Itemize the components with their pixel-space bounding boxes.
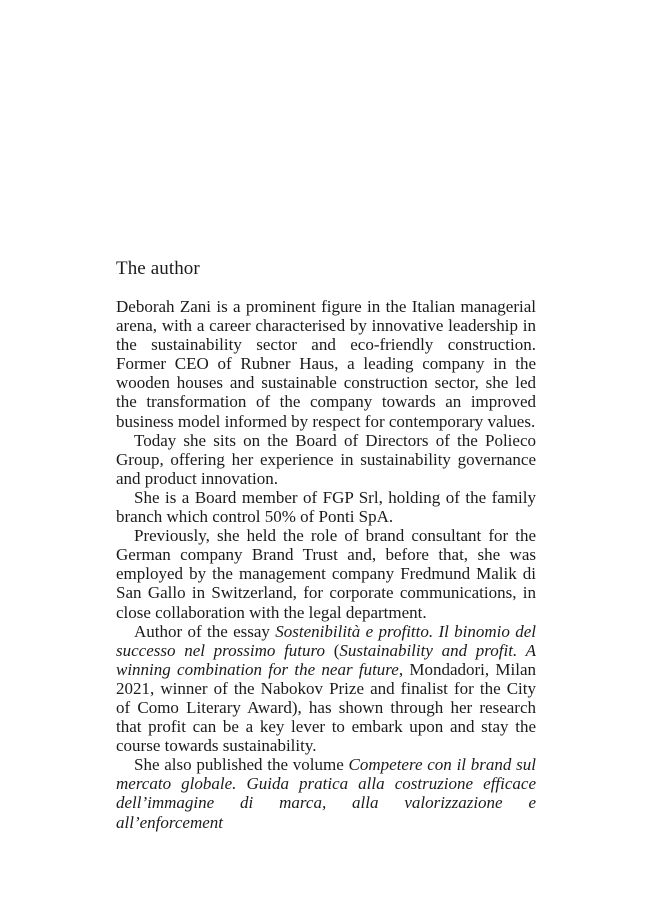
text-run: ( [325,640,340,660]
bio-paragraph-2: Today she sits on the Board of Directors of the Polieco Group, offering her experience in sustainability governance and product innovation. [116,430,536,488]
bio-paragraph-5 [116,622,536,756]
bio-paragraph-4: Previously, she held the role of brand consultant for the German company Brand Trust and, before that, she was employed by the management company Fredmund Malik di San Gallo in Switzerland, for corporate communications, in close collaboration with the legal department. [116,526,536,622]
bio-paragraph-1: Deborah Zani is a prominent figure in the Italian managerial arena, with a career characterised by innovative leadership in the sustainability sector and eco-friendly construction. Former CEO of Rubner Haus, a leading company in the wooden houses and sustainable construction sector, she led the transformation of the company towards an improved business model informed by respect for contemporary values. [116,297,536,431]
bio-paragraph-3: She is a Board member of FGP Srl, holding of the family branch which control 50% of Ponti SpA. [116,487,536,527]
bio-paragraph-6 [116,755,536,831]
italic-essay-title: Sostenibilità e profitto. Il binomio del successo nel prossimo futuro [116,621,536,660]
italic-volume-title: Competere con il brand sul mercato globale. Guida pratica alla costruzione efficace dell’immagine di marca, alla valorizzazione e all’enforcement [116,755,536,832]
section-heading: The author [116,258,200,279]
text-run: , Mondadori, Milan 2021, winner of the Nabokov Prize and finalist for the City of Como Literary Award), has shown through her research that profit can be a key lever to embark upon and stay the course towards sustainability. [116,659,536,756]
author-bio [116,297,536,832]
text-run: She also published the volume [134,755,349,775]
text-run: Author of the essay [134,621,276,641]
italic-translated-title: Sustainability and profit. A winning combination for the near future [116,640,536,679]
